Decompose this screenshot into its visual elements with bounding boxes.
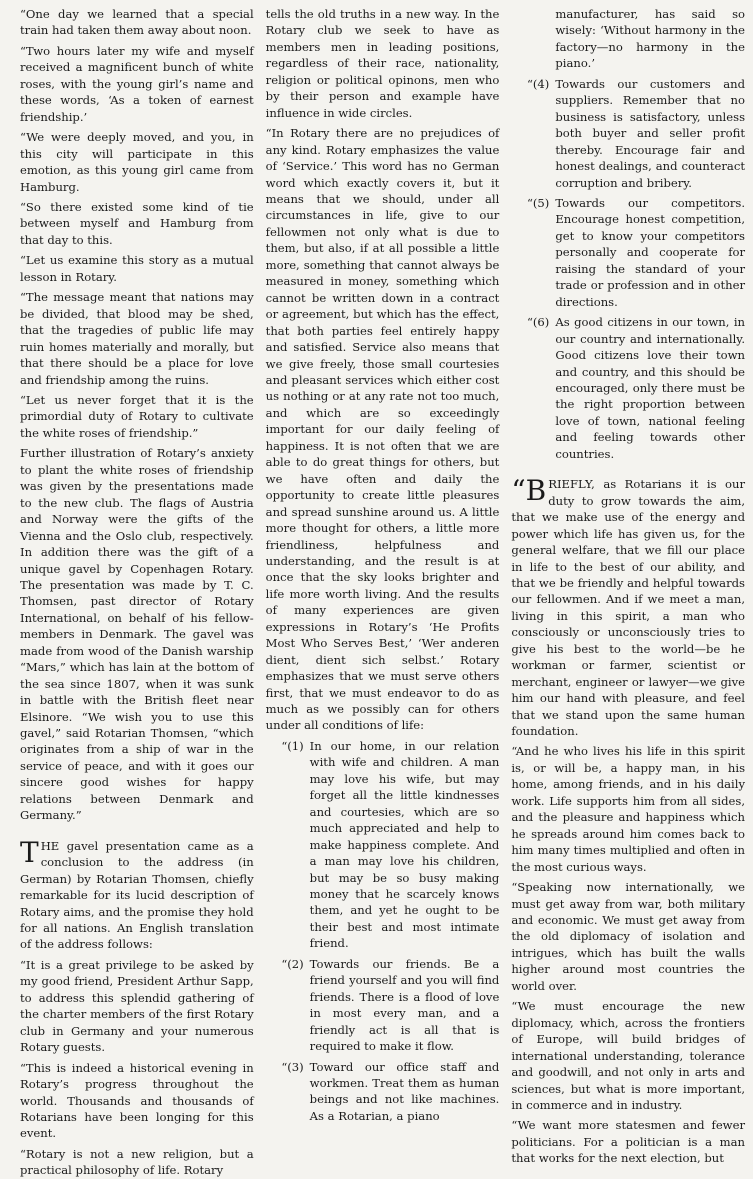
- paragraph: “Speaking now internationally, we must get away from war, both military and economic. We must get away from the old diplomacy of isolation and intrigues, which has built the walls higher around most countries the world over.: [511, 880, 746, 993]
- section-lead-paragraph: [20, 835, 254, 953]
- paragraph: “This is indeed a historical evening in Rotary’s progress throughout the world. Thousands and thousands of Rotarians have been longing for this event.: [20, 1060, 254, 1141]
- paragraph: “And he who lives his life in this spirit is, or will be, a happy man, in his home, among friends, and in his daily work. Life supports him from all sides, and the pleasure and happiness which he spreads around him comes back to him many times multiplied and often in the most curious ways.: [511, 744, 746, 874]
- list-continuation: manufacturer, has said so wisely: ‘Without harmony in the factory—no harmony in the piano.’: [555, 7, 746, 71]
- section-lead-text: RIEFLY, as Rotarians it is our duty to grow towards the aim, that we make use of the energy and power which life has given us, for the general welfare, that we fill our place in life to the best of our ability, and that we be friendly and helpful towards our fellowmen. And if we meet a man, living in this spirit, a man who consciously or unconsciously tries to give his best to the world—be he workman or farmer, scientist or merchant, engineer or lawyer—we give him our hand with pleasure, and feel that we stand upon the same human foundation.: [511, 477, 746, 739]
- list-number: “(4): [526, 76, 550, 91]
- paragraph: “Rotary is not a new religion, but a practical philosophy of life. Rotary: [20, 1146, 254, 1178]
- section-lead-text: HE gavel presentation came as a conclusion to the address (in German) by Rotarian Thomsen, chiefly remarkable for its lucid description of Rotary aims, and the promise they hold for all nations. An English translation of the address follows:: [20, 838, 254, 952]
- list-item: [511, 76, 745, 191]
- paragraph: “Let us never forget that it is the primordial duty of Rotary to cultivate the white roses of friendship.”: [20, 392, 254, 440]
- paragraph: “The message meant that nations may be divided, that blood may be shed, that the tragedies of public life may ruin homes materially and morally, but that there should be a place for love and friendship among the ruins.: [20, 290, 254, 387]
- list-text: As good citizens in our town, in our country and internationally. Good citizens love their town and country, and this should be encouraged, only there must be the right proportion between love of town, national feeling and feeling towards other countries.: [555, 315, 746, 461]
- paragraph: “We must encourage the new diplomacy, which, across the frontiers of Europe, will build bridges of international understanding, tolerance and goodwill, and not only in arts and sciences, but what is more important, in commerce and in industry.: [511, 999, 746, 1112]
- list-item: [266, 738, 500, 952]
- drop-cap: “B: [511, 474, 547, 508]
- list-number: “(5): [526, 195, 550, 210]
- list-text: In our home, in our relation with wife and children. A man may love his wife, but may forget all the little kindnesses and courtesies, which are so much appreciated and help to make happiness complete. And a man may love his children, but may be so busy making money that he scarcely knows them, and yet he ought to be their best and most intimate friend.: [309, 738, 500, 951]
- paragraph: “We want more statesmen and fewer politicians. For a politician is a man that works for the next election, but: [511, 1118, 746, 1166]
- paragraph: “One day we learned that a special train had taken them away about noon.: [20, 7, 254, 38]
- list-item: [511, 195, 745, 310]
- list-number: “(6): [526, 315, 550, 330]
- list-text: Towards our competitors. Encourage honest competition, get to know your competitors personally and cooperate for raising the standard of your trade or profession and in other directions.: [555, 195, 746, 309]
- article-columns: [20, 6, 746, 1178]
- paragraph: “In Rotary there are no prejudices of any kind. Rotary emphasizes the value of ‘Service.’ This word has no German word which exactly covers it, but it means that we should, under all circumstances in life, give to our fellowmen not only what is due to them, but also, if at all possible a little more, something that cannot always be measured in money, something which cannot be written down in a contract or agreement, but which has the effect, that both parties feel entirely happy and satisfied. Service also means that we give freely, those small courtesies and pleasant services which either cost us nothing or at any rate not too much, and which are so exceedingly important for our daily feeling of happiness. It is not often that we are able to do great things for others, but we have often and daily the opportunity to create little pleasures and spread sunshine around us. A little more thought for others, a little more friendliness, helpfulness and understanding, and the result is at once that the sky looks brighter and life more worth living. And the results of many experiences are given expressions in Rotary’s ‘He Profits Most Who Serves Best,’ ‘Wer anderen dient, dient sich selbst.’ Rotary emphasizes that we must serve others first, that we must endeavor to do as much as we possibly can for others under all conditions of life:: [265, 126, 500, 733]
- paragraph: “Two hours later my wife and myself received a magnificent bunch of white roses, with the young girl’s name and these words, ‘As a token of earnest friendship.’: [20, 43, 254, 124]
- list-item: [511, 314, 745, 462]
- paragraph: “It is a great privilege to be asked by my good friend, President Arthur Sapp, to address this splendid gathering of the charter members of the first Rotary club in Germany and your numerous Rotary guests.: [20, 957, 254, 1055]
- list-number: “(3): [281, 1059, 304, 1074]
- paragraph: “We were deeply moved, and you, in this city will participate in this emotion, as this young girl came from Hamburg.: [20, 130, 254, 194]
- list-text: Towards our customers and suppliers. Remember that no business is satisfactory, unless both buyer and seller profit thereby. Encourage fair and honest dealings, and counteract corruption and bribery.: [555, 76, 746, 190]
- paragraph: “Let us examine this story as a mutual lesson in Rotary.: [20, 253, 254, 284]
- column-1: [20, 6, 254, 1178]
- column-2: [265, 6, 500, 1123]
- list-item: [266, 1059, 500, 1125]
- list-number: “(2): [281, 956, 304, 971]
- drop-cap: T: [20, 835, 39, 869]
- list-item: [266, 956, 500, 1055]
- paragraph: tells the old truths in a new way. In the Rotary club we seek to have as members men in leading positions, regardless of their race, nationality, religion or political opinons, men who by their person and example have influence in wide circles.: [265, 7, 500, 120]
- list-number: “(1): [281, 738, 304, 753]
- paragraph: “So there existed some kind of tie between myself and Hamburg from that day to this.: [20, 199, 254, 247]
- list-text: Towards our friends. Be a friend yourself and you will find friends. There is a flood of love in most every man, and a friendly act is all that is required to make it flow.: [309, 956, 500, 1054]
- list-text: Toward our office staff and workmen. Treat them as human beings and not like machines. As a Rotarian, a piano: [309, 1059, 500, 1123]
- section-lead-paragraph: [511, 476, 745, 739]
- paragraph: Further illustration of Rotary’s anxiety to plant the white roses of friendship was given by the presentations made to the new club. The flags of Austria and Norway were the gifts of the Vienna and the Oslo club, respectively. In addition there was the gift of a unique gavel by Copenhagen Rotary. The presentation was made by T. C. Thomsen, past director of Rotary International, on behalf of his fellow-members in Denmark. The gavel was made from wood of the Danish warship “Mars,” which has lain at the bottom of the sea since 1807, when it was sunk in battle with the British fleet near Elsinore. “We wish you to use this gavel,” said Rotarian Thomsen, “which originates from a ship of war in the service of peace, and with it goes our sincere good wishes for happy relations between Denmark and Germany.”: [20, 446, 254, 823]
- column-3: [511, 6, 746, 1166]
